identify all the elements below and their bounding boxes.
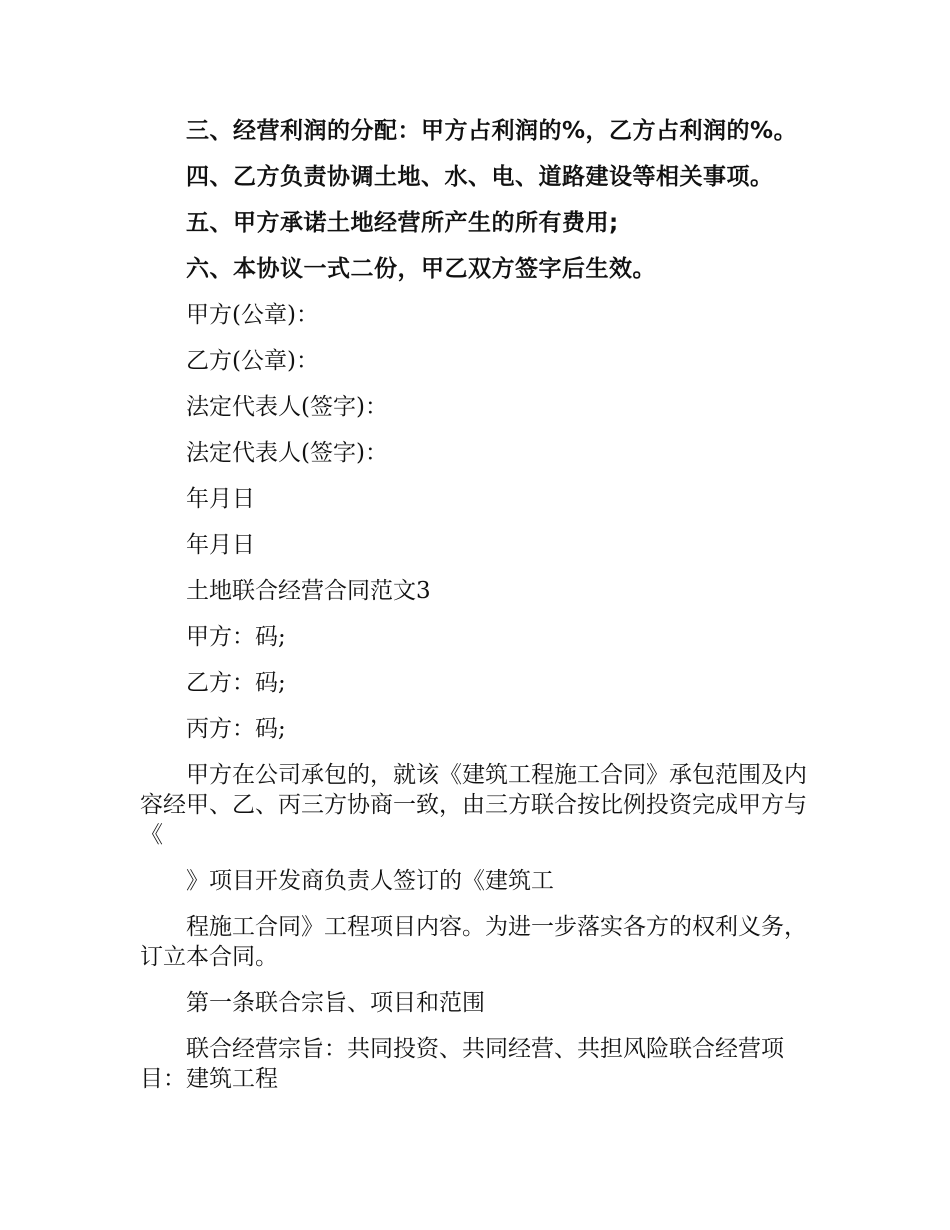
paragraph-project: 》项目开发商负责人签订的《建筑工	[186, 868, 554, 894]
party-b-seal-line: 乙方(公章)：	[186, 348, 319, 374]
party-a-seal-line: 甲方(公章)：	[186, 302, 319, 328]
paragraph-joint-purpose: 联合经营宗旨：共同投资、共同经营、共担风险联合经营项目：建筑工程	[140, 1036, 784, 1092]
paragraph-block	[140, 1026, 812, 1102]
legal-rep-signature-line: 法定代表人(签字)：	[186, 394, 388, 420]
paragraph-block	[140, 980, 812, 1026]
clause-profit-distribution: 三、经营利润的分配：甲方占利润的%，乙方占利润的%。	[186, 118, 798, 144]
document-body	[140, 108, 812, 1102]
paragraph-block	[140, 752, 812, 858]
date-line: 年月日	[186, 532, 255, 558]
section-title: 土地联合经营合同范文3	[186, 578, 431, 604]
paragraph-purpose: 程施工合同》工程项目内容。为进一步落实各方的权利义务，订立本合同。	[140, 914, 807, 970]
party-a-line: 甲方：码;	[186, 624, 286, 650]
party-b-line: 乙方：码;	[186, 670, 286, 696]
paragraph-block	[140, 904, 812, 980]
party-c-line: 丙方：码;	[186, 716, 286, 742]
date-line: 年月日	[186, 486, 255, 512]
paragraph-intro: 甲方在公司承包的，就该《建筑工程施工合同》承包范围及内容经甲、乙、丙三方协商一致，由三方联合按比例投资完成甲方与《	[140, 762, 807, 848]
clause-copies: 六、本协议一式二份，甲乙双方签字后生效。	[186, 256, 656, 282]
article-one-heading: 第一条联合宗旨、项目和范围	[186, 990, 485, 1016]
paragraph-block	[140, 858, 812, 904]
legal-rep-signature-line: 法定代表人(签字)：	[186, 440, 388, 466]
clause-costs: 五、甲方承诺土地经营所产生的所有费用;	[186, 210, 619, 236]
clause-coordination: 四、乙方负责协调土地、水、电、道路建设等相关事项。	[186, 164, 774, 190]
